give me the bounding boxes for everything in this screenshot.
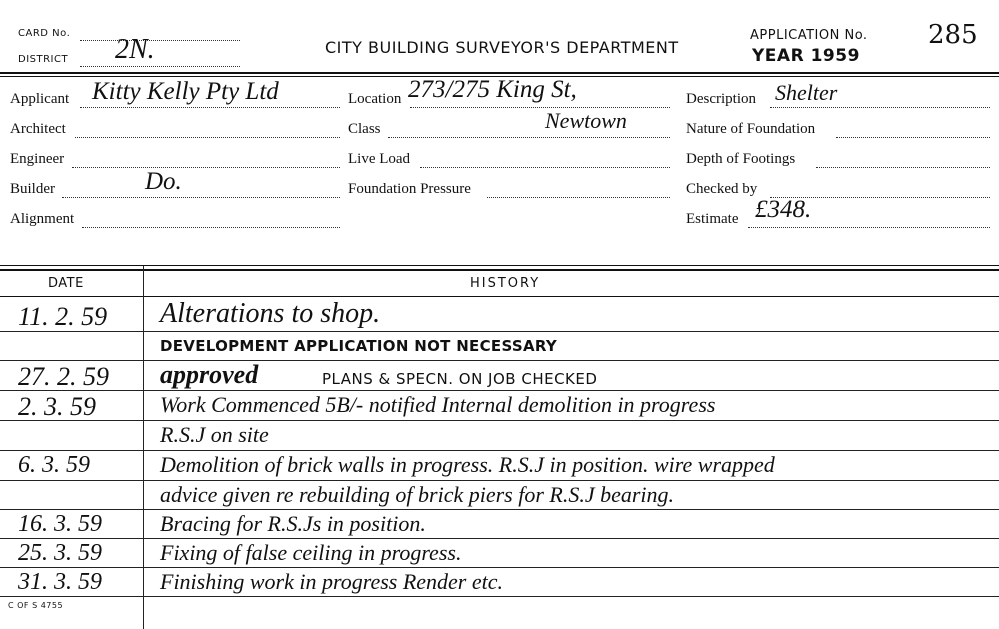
row-rule <box>0 360 999 361</box>
description-value: Shelter <box>775 80 838 105</box>
table-top-rule <box>0 265 999 266</box>
checked-by-label: Checked by <box>686 181 758 197</box>
applicant-line <box>80 107 340 108</box>
builder-line <box>62 197 340 198</box>
location-value: 273/275 King St, <box>408 76 577 103</box>
applicant-label: Applicant <box>10 91 70 107</box>
location-label: Location <box>348 91 402 107</box>
history-date: 25. 3. 59 <box>18 540 102 566</box>
history-date: 6. 3. 59 <box>18 452 90 478</box>
row-rule <box>0 567 999 568</box>
form-code: C OF S 4755 <box>8 601 64 610</box>
history-text: advice given re rebuilding of brick piers for R.S.J bearing. <box>160 482 675 507</box>
table-header-rule <box>0 296 999 297</box>
plans-checked-stamp: PLANS & SPECN. ON JOB CHECKED <box>322 370 598 388</box>
history-text: Fixing of false ceiling in progress. <box>160 540 462 565</box>
history-date: 2. 3. 59 <box>18 392 96 421</box>
class-label: Class <box>348 121 381 137</box>
history-text: Alterations to shop. <box>160 298 381 329</box>
estimate-value: £348. <box>755 196 812 223</box>
history-text: approved <box>160 360 259 389</box>
engineer-label: Engineer <box>10 151 65 167</box>
location-value-2: Newtown <box>545 108 627 133</box>
history-text: Work Commenced 5B/- notified Internal demolition in progress <box>160 392 716 417</box>
department-title: CITY BUILDING SURVEYOR'S DEPARTMENT <box>325 38 679 57</box>
builder-value: Do. <box>145 168 182 195</box>
location-line <box>410 107 670 108</box>
description-line <box>770 107 990 108</box>
date-header: DATE <box>48 276 84 291</box>
row-rule <box>0 450 999 451</box>
row-rule <box>0 390 999 391</box>
depth-of-footings-label: Depth of Footings <box>686 151 796 167</box>
row-rule <box>0 538 999 539</box>
history-date: 31. 3. 59 <box>18 569 102 595</box>
card-no-label: CARD No. <box>18 28 71 39</box>
application-label: APPLICATION No. <box>750 28 868 43</box>
alignment-label: Alignment <box>10 211 75 227</box>
nature-of-foundation-label: Nature of Foundation <box>686 121 816 137</box>
row-rule <box>0 420 999 421</box>
architect-label: Architect <box>10 121 66 137</box>
estimate-line <box>748 227 990 228</box>
application-number: 285 <box>928 20 978 50</box>
nature-of-foundation-line <box>836 137 990 138</box>
date-column-divider <box>143 266 144 629</box>
row-rule <box>0 509 999 510</box>
district-label: DISTRICT <box>18 54 69 65</box>
description-label: Description <box>686 91 756 107</box>
class-line <box>388 137 670 138</box>
header-rule <box>0 72 999 74</box>
card-no-line <box>80 40 240 41</box>
history-text: Bracing for R.S.Js in position. <box>160 511 426 536</box>
depth-of-footings-line <box>816 167 990 168</box>
row-rule <box>0 480 999 481</box>
history-text: R.S.J on site <box>160 422 269 447</box>
live-load-label: Live Load <box>348 151 411 167</box>
history-text: Finishing work in progress Render etc. <box>160 569 503 594</box>
history-text: Demolition of brick walls in progress. R.S.J in position. wire wrapped <box>160 452 775 477</box>
architect-line <box>75 137 340 138</box>
history-date: 11. 2. 59 <box>18 302 108 331</box>
district-value: 2N. <box>115 34 155 65</box>
applicant-value: Kitty Kelly Pty Ltd <box>92 78 279 105</box>
history-date: 27. 2. 59 <box>18 362 109 391</box>
development-stamp: DEVELOPMENT APPLICATION NOT NECESSARY <box>160 337 558 355</box>
history-date: 16. 3. 59 <box>18 511 102 537</box>
builder-label: Builder <box>10 181 55 197</box>
district-line <box>80 66 240 67</box>
live-load-line <box>420 167 670 168</box>
foundation-pressure-line <box>487 197 670 198</box>
history-header: HISTORY <box>470 276 541 291</box>
foundation-pressure-label: Foundation Pressure <box>348 181 471 197</box>
estimate-label: Estimate <box>686 211 739 227</box>
alignment-line <box>82 227 340 228</box>
row-rule <box>0 596 999 597</box>
row-rule <box>0 331 999 332</box>
table-top-rule-thick <box>0 269 999 271</box>
year-label: YEAR 1959 <box>752 46 860 66</box>
engineer-line <box>72 167 340 168</box>
